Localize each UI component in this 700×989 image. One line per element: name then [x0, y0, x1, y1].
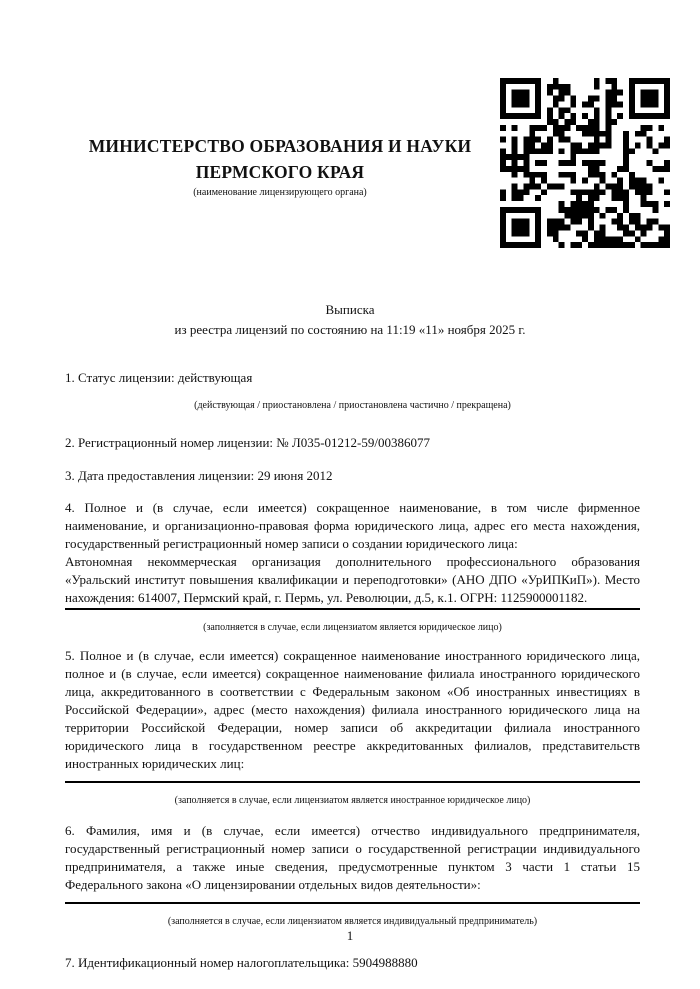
field-license-status: 1. Статус лицензии: действующая: [65, 370, 253, 385]
field-entrepreneur-question: 6. Фамилия, имя и (в случае, если имеется) отчество индивидуального предпринимателя, государственный регистрационный номер записи о государственной регистрации индивидуального предпринимателя, а также иные сведения, предусмотренные пунктом 3 части 1 статьи 15 Федерального закона «О лицензировании отдельных видов деятельности»:: [65, 823, 640, 892]
qr-code: [500, 78, 670, 248]
document-title-line1: Выписка: [325, 302, 375, 317]
field-grant-date: 3. Дата предоставления лицензии: 29 июня 2012: [65, 468, 333, 483]
ministry-caption: (наименование лицензирующего органа): [193, 187, 367, 198]
extract-body: [65, 368, 640, 973]
page-number: 1: [346, 928, 354, 943]
document-title-line2: из реестра лицензий по состоянию на 11:19 «11» ноября 2025 г.: [174, 322, 526, 337]
field-legal-entity-caption: (заполняется в случае, если лицензиатом является юридическое лицо): [203, 622, 502, 633]
field-legal-entity-answer: Автономная некоммерческая организация дополнительного профессионального образования «Уральский институт повышения квалификации и переподготовки» (АНО ДПО «УрИПКиП»). Место нахождения: 614007, Пермский край, г. Пермь, ул. Революции, д.5, к.1. ОГРН: 1125900001182.: [65, 554, 640, 605]
field-registration-number: 2. Регистрационный номер лицензии: № Л035-01212-59/00386077: [65, 435, 431, 450]
field-foreign-entity-question: 5. Полное и (в случае, если имеется) сокращенное наименование иностранного юридического лица, полное и (в случае, если имеется) сокращенное наименование филиала иностранного юридического лица, аккредитованного в соответствии с Федеральным законом «Об иностранных инвестициях в Российской Федерации», адрес (место нахождения) филиала иностранного юридического лица на территории Российской Федерации, номер записи об аккредитации филиала иностранного юридического лица в государственном реестре аккредитованных филиалов, представительств иностранных юридических лиц:: [65, 648, 640, 771]
ministry-name-line2: ПЕРМСКОГО КРАЯ: [195, 162, 365, 182]
fill-line-foreign-entity: [65, 781, 640, 783]
field-foreign-entity-caption: (заполняется в случае, если лицензиатом является иностранное юридическое лицо): [174, 795, 531, 806]
fill-line-legal-entity: [65, 608, 640, 610]
field-taxpayer-id: 7. Идентификационный номер налогоплательщика: 5904988880: [65, 955, 418, 970]
ministry-name-line1: МИНИСТЕРСТВО ОБРАЗОВАНИЯ И НАУКИ: [88, 136, 472, 156]
licensing-authority-header: [65, 0, 495, 200]
document-title: [0, 300, 700, 340]
field-legal-entity-question: 4. Полное и (в случае, если имеется) сокращенное наименование, в том числе фирменное наименование, и организационно-правовая форма юридического лица, адрес его места нахождения, государственный регистрационный номер записи о создании юридического лица:: [65, 500, 640, 551]
field-license-status-caption: (действующая / приостановлена / приостановлена частично / прекращена): [194, 400, 511, 411]
field-entrepreneur-caption: (заполняется в случае, если лицензиатом является индивидуальный предприниматель): [167, 916, 538, 927]
fill-line-entrepreneur: [65, 902, 640, 904]
